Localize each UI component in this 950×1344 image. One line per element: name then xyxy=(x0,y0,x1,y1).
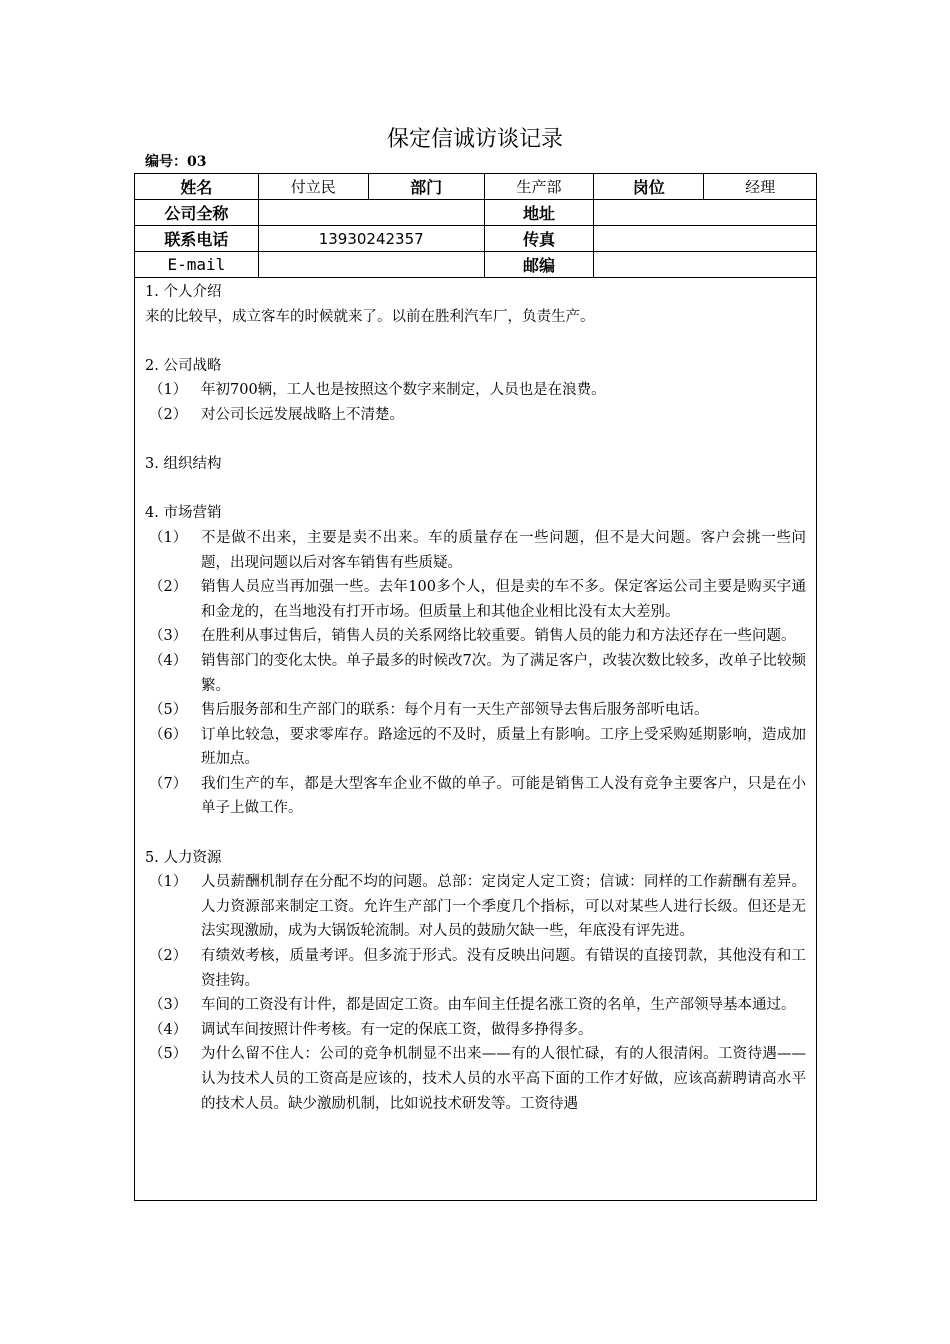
section-heading-organization: 3. 组织结构 xyxy=(145,456,222,473)
list-item xyxy=(145,624,806,649)
item-number: （5） xyxy=(149,702,188,719)
interview-content-box xyxy=(134,276,817,1201)
list-item xyxy=(145,403,806,428)
item-number: （2） xyxy=(149,406,188,423)
address-label: 地址 xyxy=(484,200,594,226)
list-item xyxy=(145,944,806,993)
list-item xyxy=(145,870,806,944)
item-text: 年初700辆，工人也是按照这个数字来制定，人员也是在浪费。 xyxy=(201,382,606,399)
item-number: （6） xyxy=(149,726,188,743)
item-text: 销售人员应当再加强一些。去年100多个人，但是卖的车不多。保定客运公司主要是购买宇通和金龙的，在当地没有打开市场。但质量上和其他企业相比没有太大差别。 xyxy=(201,579,806,620)
item-text: 有绩效考核，质量考评。但多流于形式。没有反映出问题。有错误的直接罚款，其他没有和工资挂钩。 xyxy=(201,948,806,989)
list-item xyxy=(145,526,806,575)
item-number: （2） xyxy=(149,579,188,596)
list-item xyxy=(145,698,806,723)
name-label: 姓名 xyxy=(135,174,259,200)
item-text: 人员薪酬机制存在分配不均的问题。总部：定岗定人定工资；信诚：同样的工作薪酬有差异。人力资源部来制定工资。允许生产部门一个季度几个指标，可以对某些人进行长级。但还是无法实现激励，成为大锅饭轮流制。对人员的鼓励欠缺一些，年底没有评先进。 xyxy=(201,874,806,940)
list-item xyxy=(145,723,806,772)
section-heading-marketing: 4. 市场营销 xyxy=(145,505,222,522)
item-text: 车间的工资没有计件，都是固定工资。由车间主任提名涨工资的名单，生产部领导基本通过。 xyxy=(201,997,796,1014)
section-heading-hr: 5. 人力资源 xyxy=(145,849,222,866)
fax-label: 传真 xyxy=(484,226,594,252)
address-value xyxy=(594,200,817,226)
item-number: （2） xyxy=(149,948,188,965)
list-item xyxy=(145,575,806,624)
item-number: （1） xyxy=(149,874,188,891)
table-row xyxy=(135,200,817,226)
list-item xyxy=(145,993,806,1018)
email-value xyxy=(258,252,484,278)
item-text: 订单比较急，要求零库存。路途远的不及时，质量上有影响。工序上受采购延期影响，造成加班加点。 xyxy=(201,726,806,768)
item-text: 我们生产的车，都是大型客车企业不做的单子。可能是销售工人没有竞争主要客户，只是在小单子上做工作。 xyxy=(201,775,806,817)
email-label: E-mail xyxy=(135,252,259,278)
item-number: （1） xyxy=(149,529,188,546)
dept-value: 生产部 xyxy=(484,174,594,200)
item-text: 对公司长远发展战略上不清楚。 xyxy=(201,406,404,423)
post-value: 经理 xyxy=(704,174,817,200)
company-label: 公司全称 xyxy=(135,200,259,226)
phone-label: 联系电话 xyxy=(135,226,259,252)
section-heading-intro: 1. 个人介绍 xyxy=(145,284,222,300)
item-text: 销售部门的变化太快。单子最多的时候改7次。为了满足客户，改装次数比较多，改单子比较频繁。 xyxy=(201,652,806,694)
list-item xyxy=(145,1018,806,1043)
document-number: 编号：03 xyxy=(145,154,207,170)
post-label: 岗位 xyxy=(594,174,704,200)
company-value xyxy=(258,200,484,226)
item-number: （7） xyxy=(149,775,188,792)
list-item xyxy=(145,772,806,821)
zip-label: 邮编 xyxy=(484,252,594,278)
list-item xyxy=(145,1042,806,1116)
item-number: （1） xyxy=(149,382,188,399)
item-number: （3） xyxy=(149,997,188,1014)
info-table xyxy=(134,173,817,278)
list-item xyxy=(145,649,806,698)
item-text: 为什么留不住人：公司的竞争机制显不出来——有的人很忙碌，有的人很清闲。工资待遇——认为技术人员的工资高是应该的，技术人员的水平高下面的工作才好做，应该高薪聘请高水平的技术人员。缺少激励机制，比如说技术研发等。工资待遇 xyxy=(201,1046,806,1112)
list-item xyxy=(145,378,806,403)
item-number: （4） xyxy=(149,1021,188,1038)
table-row xyxy=(135,252,817,278)
item-text: 在胜利从事过售后，销售人员的关系网络比较重要。销售人员的能力和方法还存在一些问题。 xyxy=(201,628,796,645)
dept-label: 部门 xyxy=(368,174,484,200)
item-number: （5） xyxy=(149,1046,188,1063)
item-text: 售后服务部和生产部门的联系：每个月有一天生产部领导去售后服务部听电话。 xyxy=(201,702,709,719)
item-text: 不是做不出来，主要是卖不出来。车的质量存在一些问题，但不是大问题。客户会挑一些问题，出现问题以后对客车销售有些质疑。 xyxy=(201,529,806,571)
page-title: 保定信诚访谈记录 xyxy=(386,127,563,152)
item-number: （4） xyxy=(149,652,188,669)
fax-value xyxy=(594,226,817,252)
name-value: 付立民 xyxy=(258,174,368,200)
table-row xyxy=(135,174,817,200)
item-number: （3） xyxy=(149,628,188,645)
intro-text: 来的比较早，成立客车的时候就来了。以前在胜利汽车厂，负责生产。 xyxy=(145,308,595,325)
item-text: 调试车间按照计件考核。有一定的保底工资，做得多挣得多。 xyxy=(201,1021,593,1038)
section-heading-strategy: 2. 公司战略 xyxy=(145,357,222,374)
zip-value xyxy=(594,252,817,278)
table-row xyxy=(135,226,817,252)
phone-value: 13930242357 xyxy=(258,226,484,252)
